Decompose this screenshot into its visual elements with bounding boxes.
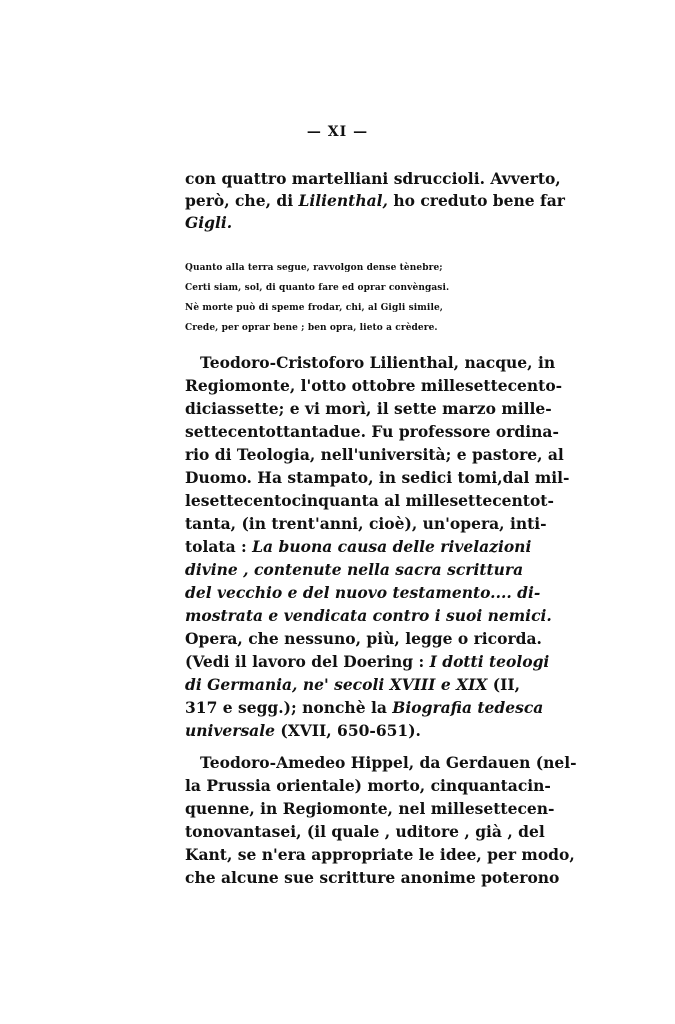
text-span: Duomo. Ha stampato, in sedici tomi,dal mil-	[185, 468, 570, 487]
text-span: Biografia tedesca	[392, 698, 544, 717]
intro-line	[185, 168, 561, 190]
text-span: divine , contenute nella sacra scrittura	[185, 560, 524, 579]
text-span: (XVII, 650-651).	[274, 721, 421, 740]
paragraph1-line	[185, 536, 532, 558]
text-span: Teodoro-Amedeo Hippel, da Gerdauen (nel-	[200, 753, 577, 772]
text-span: però, che, di	[185, 191, 299, 210]
text-span: ho creduto bene far	[387, 191, 565, 210]
text-span: (Vedi il lavoro del Doering :	[185, 652, 430, 671]
text-span: La buona causa delle rivelazioni	[252, 537, 532, 556]
paragraph1-line	[185, 398, 552, 420]
paragraph2-line	[185, 798, 555, 820]
paragraph1-line	[185, 444, 564, 466]
text-span: Opera, che nessuno, più, legge o ricorda.	[185, 629, 542, 648]
paragraph1-line	[185, 674, 521, 696]
text-span: tonovantasei, (il quale , uditore , già , del	[185, 822, 545, 841]
intro-line	[185, 212, 488, 234]
paragraph2-line	[185, 821, 545, 843]
text-span: Regiomonte, l'otto ottobre millesettecento-	[185, 376, 563, 395]
text-span: di Germania, ne' secoli XVIII e XIX	[185, 675, 488, 694]
text-span: che alcune sue scritture anonime poterono	[185, 868, 560, 887]
paragraph2-line	[185, 844, 575, 866]
text-span: rio di Teologia, nell'università; e pastore, al	[185, 445, 564, 464]
text-span: tolata :	[185, 537, 253, 556]
text-span: con quattro martelliani sdruccioli. Avverto,	[185, 169, 561, 188]
text-span: Kant, se n'era appropriate le idee, per modo,	[185, 845, 575, 864]
paragraph1-line	[185, 605, 552, 627]
text-span: settecentottantadue. Fu professore ordina-	[185, 422, 559, 441]
paragraph1-line	[185, 559, 524, 581]
paragraph2-line	[185, 867, 560, 889]
page-number: — XI —	[306, 124, 369, 140]
paragraph1-line	[185, 421, 559, 443]
verse-line: Nè morte può di speme frodar, chi, al Gigli simile,	[185, 303, 444, 313]
paragraph2-line	[185, 775, 551, 797]
paragraph1-line	[185, 490, 554, 512]
text-span: (II,	[487, 675, 521, 694]
verse-line: Quanto alla terra segue, ravvolgon dense tènebre;	[185, 263, 443, 273]
paragraph1-line	[185, 720, 488, 742]
text-span: del vecchio e del nuovo testamento.... di-	[185, 583, 541, 602]
verse-line: Certi siam, sol, di quanto fare ed oprar convèngasi.	[185, 283, 450, 293]
text-span: mostrata e vendicata contro i suoi nemici.	[185, 606, 552, 625]
verse-line: Crede, per oprar bene ; ben opra, lieto a crèdere.	[185, 323, 438, 333]
text-span: lesettecentocinquanta al millesettecentot-	[185, 491, 554, 510]
text-span: tanta, (in trent'anni, cioè), un'opera, inti-	[185, 514, 547, 533]
paragraph1-line	[185, 467, 570, 489]
text-span: I dotti teologi	[429, 652, 550, 671]
text-span: Teodoro-Cristoforo Lilienthal, nacque, in	[200, 353, 556, 372]
paragraph1-line	[185, 513, 547, 535]
text-span: universale	[185, 721, 275, 740]
paragraph1-line	[185, 651, 550, 673]
text-span: Gigli.	[185, 213, 233, 232]
paragraph1-line	[185, 628, 542, 650]
text-span: 317 e segg.); nonchè la	[185, 698, 393, 717]
text-span: la Prussia orientale) morto, cinquantacin-	[185, 776, 551, 795]
paragraph1-line	[185, 582, 541, 604]
paragraph2-line	[200, 752, 577, 774]
paragraph1-line	[200, 352, 556, 374]
paragraph1-line	[185, 697, 544, 719]
intro-line	[185, 190, 565, 212]
paragraph1-line	[185, 375, 563, 397]
text-span: diciassette; e vi morì, il sette marzo mille-	[185, 399, 552, 418]
text-span: quenne, in Regiomonte, nel millesettecen-	[185, 799, 555, 818]
text-span: Lilienthal,	[298, 191, 388, 210]
